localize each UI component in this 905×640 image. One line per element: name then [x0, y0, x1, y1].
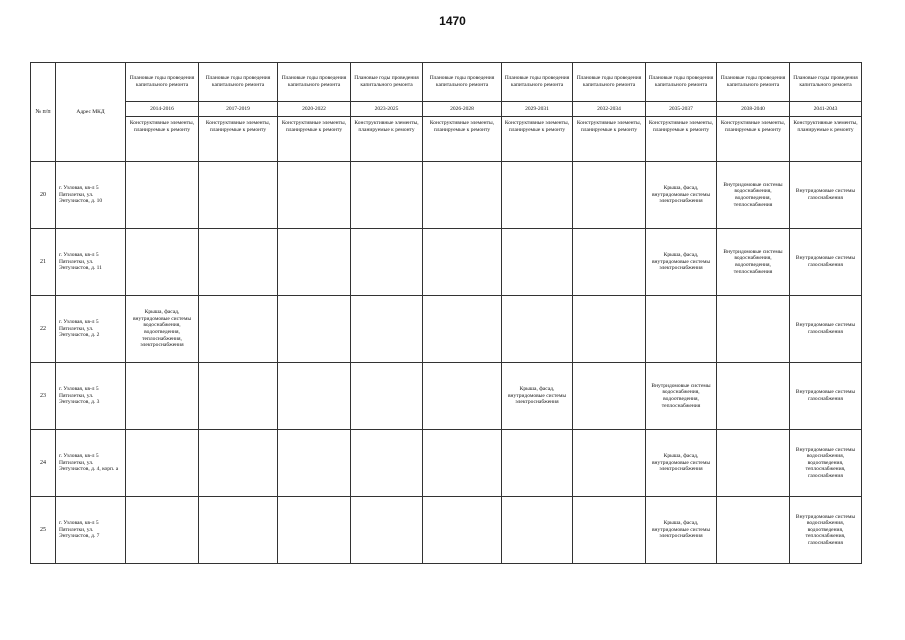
table-row: [31, 296, 862, 363]
repair-cell: [126, 363, 199, 430]
header-elements: Конструктивные элементы, планируемые к ремонту: [717, 117, 790, 162]
table-row: [31, 162, 862, 229]
row-number: 24: [31, 430, 56, 497]
repair-cell: [126, 497, 199, 564]
repair-cell: [351, 162, 423, 229]
repair-cell: [199, 497, 278, 564]
header-planned-title: Плановые годы проведения капитального ремонта: [199, 63, 278, 102]
header-year: 2020-2022: [278, 102, 351, 117]
header-num: № п/п: [31, 63, 56, 162]
repair-cell: Внутридомовые системы газоснабжения: [790, 229, 862, 296]
repair-cell: [573, 296, 646, 363]
repair-cell: [502, 296, 573, 363]
repair-cell: [351, 229, 423, 296]
row-number: 22: [31, 296, 56, 363]
repair-cell: Внутридомовые системы водоснабжения, водоотведения, теплоснабжения, газоснабжения: [790, 497, 862, 564]
row-number: 23: [31, 363, 56, 430]
header-planned-title: Плановые годы проведения капитального ремонта: [717, 63, 790, 102]
repair-cell: [717, 363, 790, 430]
repair-cell: [126, 162, 199, 229]
repair-cell: [351, 363, 423, 430]
header-elements: Конструктивные элементы, планируемые к ремонту: [790, 117, 862, 162]
header-elements: Конструктивные элементы, планируемые к ремонту: [278, 117, 351, 162]
table-row: [31, 229, 862, 296]
row-address: г. Узловая, кв-л 5 Пятилетки, ул. Энтузиастов, д. 11: [56, 229, 126, 296]
repair-cell: Внутридомовые системы газоснабжения: [790, 162, 862, 229]
repair-cell: [278, 430, 351, 497]
row-address: г. Узловая, кв-л 5 Пятилетки, ул. Энтузиастов, д. 3: [56, 363, 126, 430]
header-year: 2041-2043: [790, 102, 862, 117]
header-planned-title: Плановые годы проведения капитального ремонта: [278, 63, 351, 102]
header-planned-title: Плановые годы проведения капитального ремонта: [502, 63, 573, 102]
repair-cell: [646, 296, 717, 363]
repair-cell: [502, 497, 573, 564]
header-year: 2035-2037: [646, 102, 717, 117]
repair-cell: [351, 430, 423, 497]
repair-cell: Внутридомовые системы газоснабжения: [790, 296, 862, 363]
repair-cell: [278, 296, 351, 363]
repair-cell: [199, 363, 278, 430]
row-address: г. Узловая, кв-л 5 Пятилетки, ул. Энтузиастов, д. 2: [56, 296, 126, 363]
header-row-elements: [31, 117, 862, 162]
row-number: 21: [31, 229, 56, 296]
repair-cell: [278, 229, 351, 296]
repair-cell: Крыша, фасад, внутридомовые системы электроснабжения: [646, 430, 717, 497]
repair-cell: [573, 430, 646, 497]
repair-cell: [573, 162, 646, 229]
page-number: 1470: [439, 14, 466, 28]
header-row-years: [31, 102, 862, 117]
header-year: 2026-2028: [423, 102, 502, 117]
row-address: г. Узловая, кв-л 5 Пятилетки, ул. Энтузиастов, д. 7: [56, 497, 126, 564]
header-elements: Конструктивные элементы, планируемые к ремонту: [351, 117, 423, 162]
header-elements: Конструктивные элементы, планируемые к ремонту: [646, 117, 717, 162]
table-row: [31, 497, 862, 564]
repair-cell: [423, 162, 502, 229]
row-address: г. Узловая, кв-л 5 Пятилетки, ул. Энтузиастов, д. 4, корп. а: [56, 430, 126, 497]
repair-cell: Внутридомовые системы водоснабжения, водоотведения, теплоснабжения: [717, 229, 790, 296]
header-year: 2029-2031: [502, 102, 573, 117]
header-year: 2017-2019: [199, 102, 278, 117]
table-row: [31, 363, 862, 430]
repair-cell: [351, 497, 423, 564]
repair-cell: [502, 430, 573, 497]
repair-cell: Внутридомовые системы водоснабжения, водоотведения, теплоснабжения: [717, 162, 790, 229]
table-row: [31, 430, 862, 497]
repair-cell: [278, 363, 351, 430]
repair-cell: Крыша, фасад, внутридомовые системы электроснабжения: [646, 162, 717, 229]
header-elements: Конструктивные элементы, планируемые к ремонту: [423, 117, 502, 162]
header-planned-title: Плановые годы проведения капитального ремонта: [351, 63, 423, 102]
repair-cell: [573, 363, 646, 430]
repair-cell: [573, 229, 646, 296]
repair-cell: [351, 296, 423, 363]
header-elements: Конструктивные элементы, планируемые к ремонту: [502, 117, 573, 162]
repair-cell: Крыша, фасад, внутридомовые системы электроснабжения: [646, 497, 717, 564]
capital-repair-table: [30, 62, 862, 564]
header-row-titles: [31, 63, 862, 102]
header-planned-title: Плановые годы проведения капитального ремонта: [126, 63, 199, 102]
repair-cell: [126, 430, 199, 497]
header-year: 2038-2040: [717, 102, 790, 117]
repair-cell: [717, 497, 790, 564]
repair-cell: [573, 497, 646, 564]
repair-cell: [502, 162, 573, 229]
repair-cell: [502, 229, 573, 296]
header-planned-title: Плановые годы проведения капитального ремонта: [423, 63, 502, 102]
repair-cell: Внутридомовые системы газоснабжения: [790, 363, 862, 430]
row-address: г. Узловая, кв-л 5 Пятилетки, ул. Энтузиастов, д. 10: [56, 162, 126, 229]
repair-cell: [278, 497, 351, 564]
header-elements: Конструктивные элементы, планируемые к ремонту: [573, 117, 646, 162]
row-number: 25: [31, 497, 56, 564]
repair-cell: [423, 430, 502, 497]
repair-cell: [199, 162, 278, 229]
header-address: Адрес МКД: [56, 63, 126, 162]
repair-cell: [423, 363, 502, 430]
header-year: 2014-2016: [126, 102, 199, 117]
repair-cell: [278, 162, 351, 229]
repair-cell: [199, 229, 278, 296]
repair-cell: [423, 229, 502, 296]
repair-cell: Крыша, фасад, внутридомовые системы водоснабжения, водоотведения, теплоснабжения, электроснабжения: [126, 296, 199, 363]
repair-cell: Внутридомовые системы водоснабжения, водоотведения, теплоснабжения: [646, 363, 717, 430]
header-elements: Конструктивные элементы, планируемые к ремонту: [126, 117, 199, 162]
header-planned-title: Плановые годы проведения капитального ремонта: [573, 63, 646, 102]
repair-cell: Крыша, фасад, внутридомовые системы электроснабжения: [646, 229, 717, 296]
repair-cell: [199, 296, 278, 363]
repair-cell: [423, 296, 502, 363]
row-number: 20: [31, 162, 56, 229]
header-year: 2032-2034: [573, 102, 646, 117]
repair-cell: [717, 296, 790, 363]
repair-cell: Крыша, фасад, внутридомовые системы электроснабжения: [502, 363, 573, 430]
header-planned-title: Плановые годы проведения капитального ремонта: [646, 63, 717, 102]
header-year: 2023-2025: [351, 102, 423, 117]
repair-cell: [126, 229, 199, 296]
repair-cell: [717, 430, 790, 497]
header-elements: Конструктивные элементы, планируемые к ремонту: [199, 117, 278, 162]
repair-cell: Внутридомовые системы водоснабжения, водоотведения, теплоснабжения, газоснабжения: [790, 430, 862, 497]
repair-cell: [423, 497, 502, 564]
header-planned-title: Плановые годы проведения капитального ремонта: [790, 63, 862, 102]
repair-cell: [199, 430, 278, 497]
